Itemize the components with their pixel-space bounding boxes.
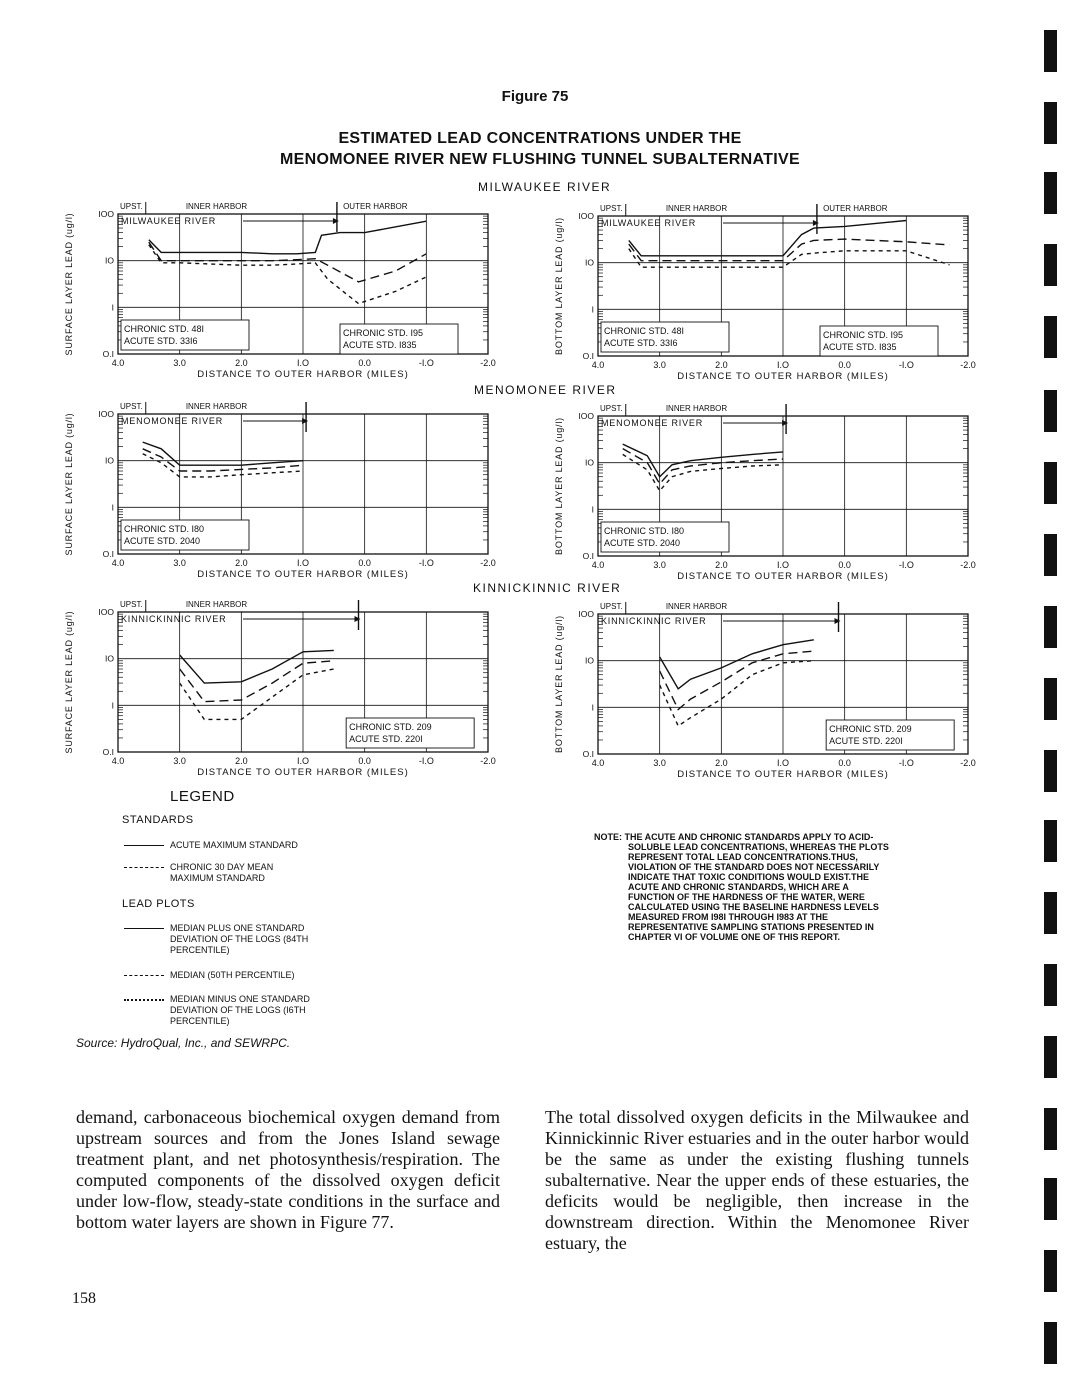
legend-p84-line <box>124 928 164 929</box>
river-heading-milwaukee: MILWAUKEE RIVER <box>478 180 612 194</box>
series-line-shortdash <box>629 249 950 268</box>
y-tick-label: IO <box>585 257 594 268</box>
x-tick-label: 4.0 <box>111 358 125 368</box>
chronic-standard-label: CHRONIC STD. 48I <box>124 324 205 334</box>
figure-label: Figure 75 <box>501 88 569 105</box>
x-tick-label: 2.0 <box>235 358 248 368</box>
y-tick-label: IOO <box>578 609 594 619</box>
river-heading-kinnickinnic: KINNICKINNIC RIVER <box>473 581 622 595</box>
zone-label-inner-harbor: INNER HARBOR <box>185 202 248 211</box>
legend-standards-heading: STANDARDS <box>122 814 194 826</box>
x-tick-label: 0.0 <box>358 358 371 368</box>
x-tick-label: I.O <box>296 756 310 766</box>
x-tick-label: 0.0 <box>838 360 851 370</box>
zone-label-upst: UPST. <box>600 404 623 413</box>
x-tick-label: 4.0 <box>591 758 605 768</box>
acute-standard-label: ACUTE STD. 2040 <box>604 538 681 548</box>
y-tick-label: O.I <box>582 749 594 759</box>
acute-standard-outer-label: ACUTE STD. I835 <box>343 340 417 350</box>
y-tick-label: IOO <box>98 209 114 219</box>
x-tick-label: -2.0 <box>960 560 976 570</box>
legend-p84: MEDIAN PLUS ONE STANDARD DEVIATION OF THE LOGS (84TH PERCENTILE) <box>170 923 309 955</box>
panel-river-label: MILWAUKEE RIVER <box>601 218 697 228</box>
x-tick-label: 2.0 <box>235 558 248 568</box>
y-tick-label: IO <box>585 457 594 468</box>
legend-p50: MEDIAN (50TH PERCENTILE) <box>170 970 295 980</box>
y-tick-label: I <box>591 304 594 315</box>
chronic-standard-label: CHRONIC STD. I80 <box>124 524 205 534</box>
y-tick-label: I <box>111 302 114 313</box>
legend-p16: MEDIAN MINUS ONE STANDARD DEVIATION OF THE LOGS (I6TH PERCENTILE) <box>170 994 310 1026</box>
y-tick-label: IO <box>105 455 114 466</box>
y-axis-label: BOTTOM LAYER LEAD (ug/l) <box>554 217 564 355</box>
legend-solid-line <box>124 845 164 846</box>
legend-lead-heading: LEAD PLOTS <box>122 898 195 910</box>
margin-bar <box>1044 964 1057 1006</box>
x-tick-label: 2.0 <box>715 360 728 370</box>
margin-bar <box>1044 244 1057 286</box>
panel-river-label: MENOMONEE RIVER <box>601 418 704 428</box>
series-line-solid <box>660 640 814 689</box>
x-tick-label: I.O <box>776 758 790 768</box>
x-tick-label: I.O <box>296 558 310 568</box>
x-tick-label: I.O <box>776 360 790 370</box>
y-tick-label: IOO <box>98 409 114 419</box>
x-tick-label: 4.0 <box>111 558 125 568</box>
x-tick-label: 0.0 <box>358 756 371 766</box>
acute-standard-label: ACUTE STD. 33I6 <box>124 336 198 346</box>
zone-label-upst: UPST. <box>120 402 143 411</box>
margin-bar <box>1044 1108 1057 1150</box>
series-line-solid <box>143 442 303 465</box>
series-line-shortdash <box>660 661 814 726</box>
x-tick-label: -I.O <box>418 756 434 766</box>
series-line-shortdash <box>180 669 334 719</box>
margin-bar <box>1044 892 1057 934</box>
x-tick-label: 4.0 <box>111 756 125 766</box>
chronic-standard-label: CHRONIC STD. I80 <box>604 526 685 536</box>
margin-bar <box>1044 606 1057 648</box>
legend-chronic: CHRONIC 30 DAY MEAN MAXIMUM STANDARD <box>170 862 274 883</box>
y-tick-label: IOO <box>98 607 114 617</box>
x-tick-label: 0.0 <box>358 558 371 568</box>
panel-river-label: MILWAUKEE RIVER <box>121 216 217 226</box>
legend-title: LEGEND <box>170 788 235 805</box>
x-tick-label: 0.0 <box>838 560 851 570</box>
x-tick-label: -2.0 <box>480 558 496 568</box>
margin-bar <box>1044 750 1057 792</box>
x-tick-label: -2.0 <box>480 756 496 766</box>
margin-bar <box>1044 30 1057 72</box>
margin-bar <box>1044 1250 1057 1292</box>
margin-bar <box>1044 316 1057 358</box>
y-tick-label: I <box>591 702 594 713</box>
x-axis-label: DISTANCE TO OUTER HARBOR (MILES) <box>197 369 409 380</box>
x-tick-label: -I.O <box>418 558 434 568</box>
x-tick-label: -2.0 <box>960 758 976 768</box>
chronic-standard-label: CHRONIC STD. 209 <box>349 722 432 732</box>
y-axis-label: SURFACE LAYER LEAD (ug/l) <box>64 610 74 754</box>
y-tick-label: O.I <box>102 747 114 757</box>
x-axis-label: DISTANCE TO OUTER HARBOR (MILES) <box>197 767 409 778</box>
x-tick-label: -I.O <box>898 758 914 768</box>
series-line-longdash <box>629 239 950 261</box>
panel-river-label: KINNICKINNIC RIVER <box>601 616 707 626</box>
chronic-standard-label: CHRONIC STD. 209 <box>829 724 912 734</box>
y-tick-label: IOO <box>578 211 594 221</box>
margin-bar <box>1044 390 1057 432</box>
y-axis-label: SURFACE LAYER LEAD (ug/l) <box>64 412 74 556</box>
river-arrowhead <box>835 618 841 624</box>
x-tick-label: 3.0 <box>653 560 666 570</box>
y-tick-label: IO <box>105 255 114 266</box>
x-tick-label: 3.0 <box>653 360 666 370</box>
y-tick-label: IOO <box>578 411 594 421</box>
y-tick-label: I <box>111 502 114 513</box>
chronic-standard-outer-label: CHRONIC STD. I95 <box>343 328 424 338</box>
body-column-right: The total dissolved oxygen deficits in the Milwaukee and Kinnickinnic River estuaries and in the outer harbor would be the same as under the existing flushing tunnels subalternative. Near the upper ends of these estuaries, the deficits would be negligible, then increase in the downstream direction. Within the Menomonee River estuary, the <box>545 1107 969 1253</box>
y-tick-label: O.I <box>102 549 114 559</box>
x-tick-label: 2.0 <box>235 756 248 766</box>
river-heading-menomonee: MENOMONEE RIVER <box>474 383 617 397</box>
x-axis-label: DISTANCE TO OUTER HARBOR (MILES) <box>197 569 409 580</box>
series-line-solid <box>149 221 427 254</box>
margin-bar <box>1044 102 1057 144</box>
margin-bar <box>1044 820 1057 862</box>
note-text: NOTE: THE ACUTE AND CHRONIC STANDARDS APPLY TO ACID-SOLUBLE LEAD CONCENTRATIONS, WHEREAS THE PLOTS REPRESENT TOTAL LEAD CONCENTRATIONS.THUS, VIOLATION OF THE STANDARD DOES NOT NECESSARILY INDICATE THAT TOXIC CONDITIONS WOULD EXIST.THE ACUTE AND CHRONIC STANDARDS, WHICH ARE A FUNCTION OF THE HARDNESS OF THE WATER, WERE CALCULATED USING THE BASELINE HARDNESS LEVELS MEASURED FROM I98I THROUGH I983 AT THE REPRESENTATIVE SAMPLING STATIONS PRESENTED IN CHAPTER VI OF VOLUME ONE OF THIS REPORT. <box>594 832 889 942</box>
legend-p16-line <box>124 999 164 1001</box>
legend-longdash-line <box>124 867 164 868</box>
x-axis-label: DISTANCE TO OUTER HARBOR (MILES) <box>677 371 889 382</box>
series-line-solid <box>180 650 334 683</box>
river-arrowhead <box>813 220 819 226</box>
y-axis-label: BOTTOM LAYER LEAD (ug/l) <box>554 615 564 753</box>
source-citation: Source: HydroQual, Inc., and SEWRPC. <box>76 1036 291 1050</box>
series-line-longdash <box>660 651 814 709</box>
legend-acute: ACUTE MAXIMUM STANDARD <box>170 840 298 850</box>
margin-bar <box>1044 534 1057 576</box>
x-tick-label: 3.0 <box>173 558 186 568</box>
x-tick-label: 2.0 <box>715 758 728 768</box>
acute-standard-outer-label: ACUTE STD. I835 <box>823 342 897 352</box>
river-arrowhead <box>355 616 361 622</box>
chronic-standard-label: CHRONIC STD. 48I <box>604 326 685 336</box>
margin-bar <box>1044 1322 1057 1364</box>
y-tick-label: IO <box>585 655 594 666</box>
x-tick-label: -2.0 <box>960 360 976 370</box>
margin-bar <box>1044 172 1057 214</box>
zone-label-upst: UPST. <box>120 600 143 609</box>
y-tick-label: O.I <box>582 351 594 361</box>
panel-river-label: KINNICKINNIC RIVER <box>121 614 227 624</box>
legend-p50-line <box>124 975 164 976</box>
x-tick-label: 3.0 <box>653 758 666 768</box>
x-tick-label: -I.O <box>898 360 914 370</box>
margin-bar <box>1044 1178 1057 1220</box>
y-tick-label: I <box>591 504 594 515</box>
x-tick-label: 4.0 <box>591 360 605 370</box>
margin-bar <box>1044 678 1057 720</box>
zone-label-outer-harbor: OUTER HARBOR <box>343 202 408 211</box>
x-tick-label: I.O <box>776 560 790 570</box>
x-tick-label: -I.O <box>898 560 914 570</box>
y-axis-label: BOTTOM LAYER LEAD (ug/l) <box>554 417 564 555</box>
zone-label-inner-harbor: INNER HARBOR <box>185 402 248 411</box>
x-tick-label: 4.0 <box>591 560 605 570</box>
margin-bar <box>1044 1036 1057 1078</box>
zone-label-upst: UPST. <box>600 204 623 213</box>
river-arrowhead <box>782 420 788 426</box>
body-column-left: demand, carbonaceous biochemical oxygen demand from upstream sources and from the Jones Island sewage treatment plant, and net photosynthesis/respiration. The computed components of the dissolved oxygen deficit under low-flow, steady-state conditions in the surface and bottom water layers are shown in Figure 77. <box>76 1107 500 1232</box>
river-arrowhead <box>302 418 308 424</box>
y-tick-label: O.I <box>102 349 114 359</box>
y-tick-label: O.I <box>582 551 594 561</box>
x-tick-label: -2.0 <box>480 358 496 368</box>
x-tick-label: 3.0 <box>173 756 186 766</box>
page-number: 158 <box>72 1290 96 1307</box>
zone-label-upst: UPST. <box>120 202 143 211</box>
note-block <box>594 832 894 942</box>
figure-title-line1: ESTIMATED LEAD CONCENTRATIONS UNDER THE <box>338 130 742 147</box>
acute-standard-label: ACUTE STD. 33I6 <box>604 338 678 348</box>
x-tick-label: 3.0 <box>173 358 186 368</box>
zone-label-upst: UPST. <box>600 602 623 611</box>
series-line-longdash <box>149 242 427 282</box>
acute-standard-label: ACUTE STD. 220I <box>829 736 903 746</box>
river-arrowhead <box>333 218 339 224</box>
panel-river-label: MENOMONEE RIVER <box>121 416 224 426</box>
acute-standard-label: ACUTE STD. 2040 <box>124 536 201 546</box>
zone-label-outer-harbor: OUTER HARBOR <box>823 204 888 213</box>
x-tick-label: 0.0 <box>838 758 851 768</box>
x-tick-label: I.O <box>296 358 310 368</box>
x-axis-label: DISTANCE TO OUTER HARBOR (MILES) <box>677 769 889 780</box>
zone-label-inner-harbor: INNER HARBOR <box>185 600 248 609</box>
figure-title-line2: MENOMONEE RIVER NEW FLUSHING TUNNEL SUBALTERNATIVE <box>280 151 800 168</box>
zone-label-inner-harbor: INNER HARBOR <box>665 404 728 413</box>
x-tick-label: -I.O <box>418 358 434 368</box>
acute-standard-label: ACUTE STD. 220I <box>349 734 423 744</box>
zone-label-inner-harbor: INNER HARBOR <box>665 204 728 213</box>
chronic-standard-outer-label: CHRONIC STD. I95 <box>823 330 904 340</box>
y-tick-label: I <box>111 700 114 711</box>
zone-label-inner-harbor: INNER HARBOR <box>665 602 728 611</box>
x-axis-label: DISTANCE TO OUTER HARBOR (MILES) <box>677 571 889 582</box>
margin-bar <box>1044 462 1057 504</box>
x-tick-label: 2.0 <box>715 560 728 570</box>
y-axis-label: SURFACE LAYER LEAD (ug/l) <box>64 212 74 356</box>
y-tick-label: IO <box>105 653 114 664</box>
